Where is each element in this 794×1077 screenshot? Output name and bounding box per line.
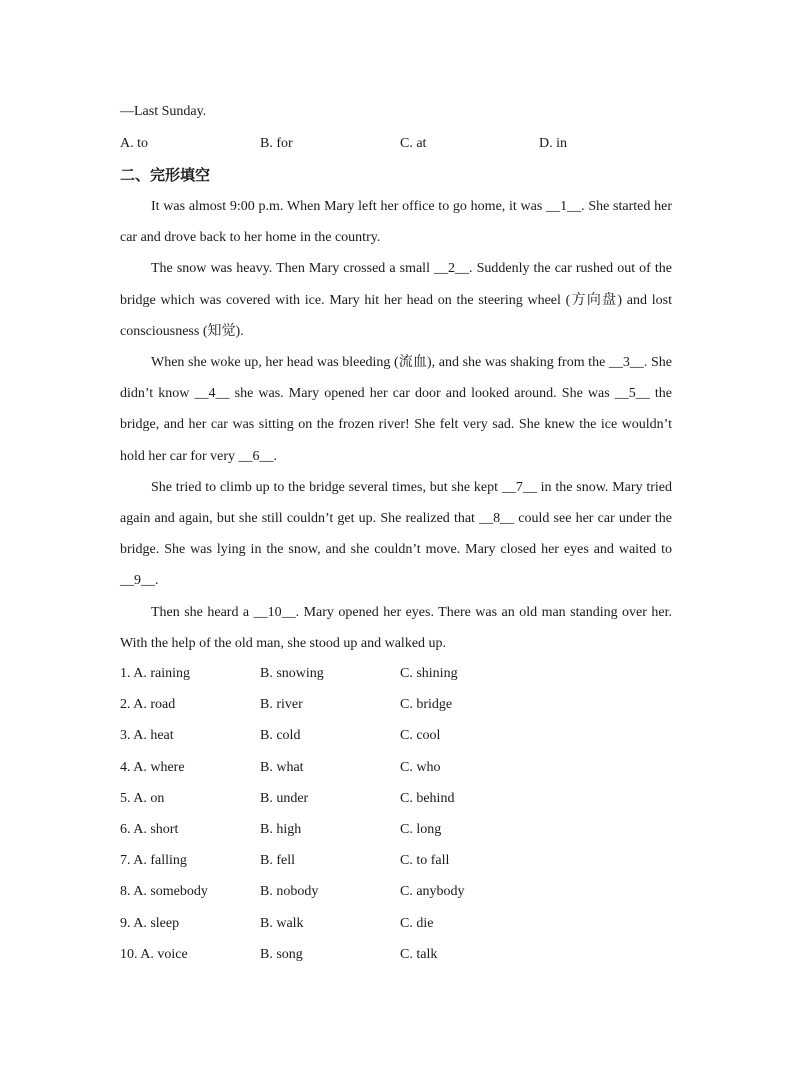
choice-row [120,914,672,945]
choice-b: B. river [260,697,303,713]
passage-paragraph-2: The snow was heavy. Then Mary crossed a small __2__. Suddenly the car rushed out of the bridge which was covered with ice. Mary hit her head on the steering wheel (方向盘) and lost consciousness (知觉). [120,261,672,339]
choice-a: 1. A. raining [120,666,190,681]
choice-a: 7. A. falling [120,853,187,869]
choice-a: 9. A. sleep [120,915,180,931]
choice-c: C. die [400,915,434,931]
choice-row [120,820,672,851]
choice-c: C. bridge [400,697,453,713]
passage-paragraph-1: It was almost 9:00 p.m. When Mary left her office to go home, it was __1__. She started her car and drove back to her home in the country. [120,199,672,246]
choice-c: C. to fall [400,853,450,869]
choice-c: C. who [400,759,441,775]
choice-row [120,789,672,820]
choice-b: B. song [260,946,303,962]
choice-a: 4. A. where [120,759,185,775]
choice-row [120,945,672,976]
choice-row [120,664,672,695]
choice-c: C. anybody [400,884,465,900]
option-d: D. in [539,136,567,151]
choice-c: C. cool [400,728,441,744]
choice-a: 5. A. on [120,790,165,806]
choice-a: 10. A. voice [120,946,188,962]
option-c: C. at [400,136,427,151]
choice-b: B. fell [260,853,295,869]
passage-paragraph-3: When she woke up, her head was bleeding (流血), and she was shaking from the __3__. She didn’t know __4__ she was. Mary opened her car door and looked around. She was __5__ the bridge, and her car was sitting on the frozen river! She felt very sad. She knew the ice wouldn’t hold her car for very __6__. [120,355,672,464]
choice-b: B. high [260,821,302,837]
choice-row [120,882,672,913]
choice-b: B. under [260,790,309,806]
choice-row [120,851,672,882]
options-row [120,134,672,165]
passage-paragraph-4: She tried to climb up to the bridge several times, but she kept __7__ in the snow. Mary tried again and again, but she still couldn’t get up. She realized that __8__ could see her car under the bridge. She was lying in the snow, and she couldn’t move. Mary closed her eyes and waited to __9__. [120,479,672,589]
choice-b: B. what [260,759,304,775]
option-a: A. to [120,136,148,151]
choice-b: B. nobody [260,884,319,900]
cloze-passage [120,191,672,659]
choice-a: 3. A. heat [120,728,174,744]
choice-a: 6. A. short [120,821,179,837]
choice-row [120,726,672,757]
choice-a: 2. A. road [120,697,176,713]
choice-row [120,695,672,726]
choice-b: B. snowing [260,666,324,681]
option-b: B. for [260,136,293,151]
choice-c: C. shining [400,666,458,681]
previous-answer-line: —Last Sunday. [120,104,207,119]
choice-b: B. cold [260,728,301,744]
previous-question-options [120,134,672,165]
choice-c: C. talk [400,946,438,962]
section-title: 二、完形填空 [120,166,211,184]
choices-list [120,664,672,976]
choice-c: C. long [400,821,442,837]
choice-b: B. walk [260,915,304,931]
choice-row [120,758,672,789]
choice-a: 8. A. somebody [120,884,208,900]
passage-paragraph-5: Then she heard a __10__. Mary opened her eyes. There was an old man standing over her. With the help of the old man, she stood up and walked up. [120,604,672,651]
choice-c: C. behind [400,790,455,806]
